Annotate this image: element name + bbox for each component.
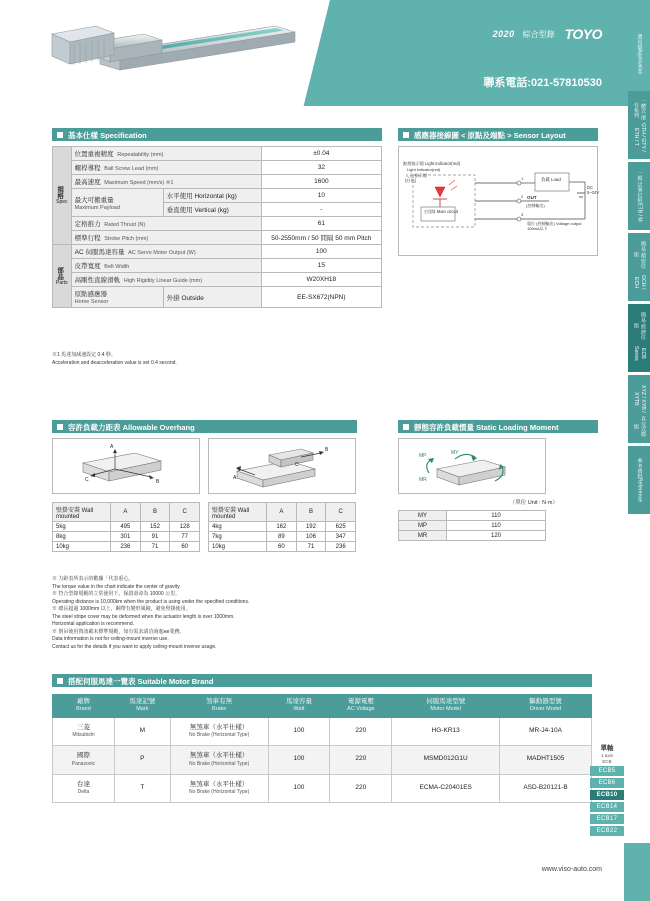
toyo-logo: TOYO <box>564 26 602 42</box>
cell-b: 71 <box>296 542 326 552</box>
spec-footnote <box>52 352 177 367</box>
column-header-brake: 煞車有無 Brake <box>170 695 268 718</box>
moment-axis: MP <box>399 521 447 531</box>
svg-text:2: 2 <box>521 194 524 199</box>
column-header-a: A <box>111 503 141 522</box>
svg-text:B: B <box>156 479 160 485</box>
column-header-c: C <box>170 503 200 522</box>
spec-label: 高剛性直線滑軌 High Rigidity Linear Guide (mm) <box>71 273 261 287</box>
group-label-cn: 部品 <box>56 266 64 280</box>
cell-a: 236 <box>111 542 141 552</box>
overhang-diagram-2 <box>208 438 356 494</box>
cell-b: 152 <box>140 522 170 532</box>
spec-label: 最高速度 Maximum Speed (mm/s) ※1 <box>71 175 261 189</box>
table-row <box>53 273 382 287</box>
spec-label: 最大可搬重量 Maximum Payload <box>71 189 163 217</box>
table-row <box>53 245 382 259</box>
spec-value: W20XH18 <box>261 273 381 287</box>
note-line: The torque value in the chart indicate the center of gravity. <box>52 583 181 590</box>
column-header-mount: 壁掛安裝 Wall mounted <box>209 503 267 522</box>
spec-sublabel: 垂直使用 Vertical (kg) <box>163 203 261 217</box>
ecb-item-ecb6[interactable]: ECB6 <box>590 778 624 788</box>
overhang-diagram-1 <box>52 438 200 494</box>
spec-sublabel: 水平使用 Horizontal (kg) <box>163 189 261 203</box>
sensor-label-out: OUT <box>527 195 537 200</box>
note-line: Contact us for the details if you want to apply ceiling-mount inverse usage. <box>52 643 217 650</box>
sensor-label-dc: DC 5~24V <box>587 185 600 196</box>
overhang-notes <box>52 576 382 651</box>
static-moment-unit: （單位 Unit : N·m） <box>509 500 558 506</box>
column-header-watt: 馬達容量 Watt <box>268 695 330 718</box>
spec-value: 100 <box>261 245 381 259</box>
sensor-label-voltage-output: 電位 (控制輸出) Voltage output 100mA以下 <box>527 221 582 232</box>
side-tab-label-cn: 一般 活塞位組 <box>636 170 643 203</box>
spec-value: EE-SX672(NPN) <box>261 287 381 308</box>
spec-group-parts <box>53 245 72 308</box>
spec-label: 定格推力 Rated Thrust (N) <box>71 217 261 231</box>
table-row <box>53 746 592 775</box>
column-header-b: B <box>140 503 170 522</box>
table-row <box>399 521 546 531</box>
header-title-group <box>493 26 602 42</box>
spec-footnote-en: Acceleration and deacceleration value is set 0.4 second. <box>52 359 177 366</box>
overhang-table-2 <box>208 502 356 552</box>
svg-text:1: 1 <box>521 176 524 181</box>
group-label-cn: 規格 <box>56 186 64 199</box>
table-row <box>399 531 546 541</box>
svg-text:3: 3 <box>521 212 524 217</box>
table-row <box>53 259 382 273</box>
static-moment-diagram <box>398 438 546 494</box>
svg-text:A: A <box>233 475 237 481</box>
table-row <box>399 511 546 521</box>
section-header-static-moment: 靜態容許負載慣量 Static Loading Moment <box>398 420 598 433</box>
cell-c: 236 <box>326 542 356 552</box>
ecb-title-en: 1 axis <box>601 753 613 759</box>
cell-brake: 無煞車（水平仕樣） No Brake (Horizontal Type) <box>170 717 268 746</box>
note-line: ※ 總長超過 1000mm 以上，鋼帶有變形風險，避免壁掛使用。 <box>52 606 191 612</box>
cell-mark: M <box>114 717 170 746</box>
sensor-label-main-circuit: 主回路 Main circuit <box>423 209 458 214</box>
svg-text:C: C <box>85 477 89 483</box>
table-row <box>53 147 382 161</box>
side-tab-gch[interactable] <box>628 233 650 301</box>
side-tab-label-cn: 一體式 滑台系列 <box>633 98 647 121</box>
moment-value: 110 <box>447 521 546 531</box>
cell-brand: 國際 Panasonic <box>53 746 115 775</box>
spec-value: - <box>261 203 381 217</box>
cell-b: 192 <box>296 522 326 532</box>
ecb-item-ecb5[interactable]: ECB5 <box>590 766 624 776</box>
section-header-allowable-overhang: 容許負載力距表 Allowable Overhang <box>52 420 357 433</box>
side-tab-label-cn: XYZ / XYB / XYTB <box>633 384 647 413</box>
table-row <box>53 717 592 746</box>
spec-value: 50-2550mm / 50 間隔 50 mm Pitch <box>261 231 381 245</box>
column-header-a: A <box>267 503 297 522</box>
moment-value: 110 <box>447 511 546 521</box>
note-line: ※ 力距表所表示的數據「代表重心。 <box>52 576 134 582</box>
group-label-en: Parts <box>56 279 68 286</box>
cell-driver-model: MR-J4-10A <box>500 717 592 746</box>
side-tab-rail[interactable] <box>628 20 650 517</box>
table-row <box>53 522 200 532</box>
spec-value: 32 <box>261 161 381 175</box>
table-row <box>53 175 382 189</box>
cell-motor-model: HG-KR13 <box>392 717 500 746</box>
side-tab-label-en: GCH / ECH <box>633 275 647 290</box>
spec-footnote-cn: ※1 馬達加減速設定 0.4 秒。 <box>52 352 116 358</box>
table-row <box>209 532 356 542</box>
side-tab-gth[interactable] <box>628 91 650 159</box>
table-row <box>53 231 382 245</box>
cell-b: 106 <box>296 532 326 542</box>
side-tab-ecb[interactable] <box>628 304 650 372</box>
table-row <box>53 774 592 803</box>
cell-weight: 10kg <box>209 542 267 552</box>
spec-label: 標準行程 Stroke Pitch (mm) <box>71 231 261 245</box>
moment-axis: MR <box>399 531 447 541</box>
spec-label: 位置重複精度 Repeatability (mm) <box>71 147 261 161</box>
side-tab-application[interactable] <box>628 20 650 88</box>
section-header-specification: 基本仕樣 Specification <box>52 128 382 141</box>
side-tab-label-en: Application <box>636 49 643 75</box>
side-tab-label-cn: 參考資料 <box>636 457 643 479</box>
note-line: The steel stripe cover may be deformed when the actuator length is over 1000mm. <box>52 613 235 620</box>
spec-value: 61 <box>261 217 381 231</box>
spec-value: 15 <box>261 259 381 273</box>
spec-value: ±0.04 <box>261 147 381 161</box>
ecb-title-cn: 單軸 <box>600 745 614 752</box>
side-tab-label-en: GTH / GTY / ETH / T <box>633 122 647 152</box>
column-header-b: B <box>296 503 326 522</box>
cell-brand: 台達 Delta <box>53 774 115 803</box>
side-tab-label-en: ECB Series <box>633 346 647 361</box>
cell-mark: P <box>114 746 170 775</box>
table-row <box>209 522 356 532</box>
cell-brake: 無煞車（水平仕樣） No Brake (Horizontal Type) <box>170 746 268 775</box>
spec-label: AC 伺服馬達容量 AC Servo Motor Output (W) <box>71 245 261 259</box>
spec-sublabel: 外掛 Outside <box>163 287 261 308</box>
cell-a: 162 <box>267 522 297 532</box>
cell-weight: 4kg <box>209 522 267 532</box>
section-header-sensor-layout: 感應器接線圖 < 原點及端點 > Sensor Layout <box>398 128 598 141</box>
moment-axis: MY <box>399 511 447 521</box>
motor-brand-table <box>52 694 592 803</box>
cell-c: 625 <box>326 522 356 532</box>
note-line: ※ 符合型錄規範的立常使用下，保證壽命為 10000 公里。 <box>52 591 181 597</box>
note-line: Horizontal application is recommend. <box>52 621 134 627</box>
svg-text:Light indicator(red): Light indicator(red) <box>407 167 441 172</box>
side-tab-label-en: 直交式模組 <box>633 415 647 437</box>
cell-voltage: 220 <box>330 774 392 803</box>
note-line: ※ 倒吊使用資訊載未標準規範，如有需求請洽詢進же業務。 <box>52 628 185 635</box>
sensor-label-out-note: (控制輸出) <box>526 203 545 208</box>
note-line: Operating distance is 10,000km when the product is using under the specified conditions. <box>52 598 250 605</box>
section-header-motor-brand: 搭配伺服馬達一覽表 Suitable Motor Brand <box>52 674 592 687</box>
spec-label: 皮帶寬度 Belt Width <box>71 259 261 273</box>
cell-watt: 100 <box>268 774 330 803</box>
column-header-motor-model: 伺服馬達型號 Motor Model <box>392 695 500 718</box>
table-header-row <box>53 695 592 718</box>
catalog-subtitle: 綜合型錄 <box>522 29 555 39</box>
side-tab-xyz[interactable] <box>628 375 650 443</box>
product-illustration <box>40 8 300 86</box>
cell-brake: 無煞車（水平仕樣） No Brake (Horizontal Type) <box>170 774 268 803</box>
svg-text:B: B <box>325 447 329 453</box>
ecb-item-ecb14[interactable]: ECB14 <box>590 802 624 812</box>
cell-weight: 8kg <box>53 532 111 542</box>
cell-mark: T <box>114 774 170 803</box>
cell-weight: 5kg <box>53 522 111 532</box>
side-tab-label-en: ETB / M <box>636 202 643 222</box>
sensor-label-load: 負載 Load <box>541 177 561 182</box>
table-row <box>53 542 200 552</box>
specification-table <box>52 146 382 308</box>
group-label-en: Spec <box>56 199 68 205</box>
sensor-diagram <box>398 146 598 256</box>
static-moment-table <box>398 510 546 541</box>
spec-label: 螺桿導程 Ball Screw Lead (mm) <box>71 161 261 175</box>
column-header-voltage: 電源電壓 AC Voltage <box>330 695 392 718</box>
overhang-table-1 <box>52 502 200 552</box>
side-tab-label-en: Reference <box>636 478 643 503</box>
cell-c: 347 <box>326 532 356 542</box>
cell-driver-model: ASD-B20121-B <box>500 774 592 803</box>
cell-watt: 100 <box>268 717 330 746</box>
cell-voltage: 220 <box>330 746 392 775</box>
table-header-row <box>209 503 356 522</box>
svg-text:MR: MR <box>419 477 427 483</box>
contact-phone: 聯系電話:021-57810530 <box>483 77 602 89</box>
ecb-item-ecb22[interactable]: ECB22 <box>590 826 624 836</box>
table-header-row <box>53 503 200 522</box>
cell-a: 89 <box>267 532 297 542</box>
table-row <box>53 217 382 231</box>
sensor-label-brown: 入光 指示燈 (紅色) <box>405 173 428 184</box>
cell-a: 495 <box>111 522 141 532</box>
cell-voltage: 220 <box>330 717 392 746</box>
cell-weight: 7kg <box>209 532 267 542</box>
catalog-year: 2020 <box>492 29 515 39</box>
column-header-mark: 馬達記號 Mark <box>114 695 170 718</box>
side-tab-reference[interactable] <box>628 446 650 514</box>
note-line: Data information is not for ceiling-mount inverse use. <box>52 636 169 642</box>
side-tab-label-cn: 簡易‧精密位組 <box>633 240 647 269</box>
cell-weight: 10kg <box>53 542 111 552</box>
spec-group-spec <box>53 147 72 245</box>
footer-website-url[interactable]: www.viso-auto.com <box>541 866 602 873</box>
ecb-model-list[interactable] <box>590 745 624 836</box>
cell-driver-model: MADHT1505 <box>500 746 592 775</box>
column-header-c: C <box>326 503 356 522</box>
cell-brand: 三菱 Mitsubishi <box>53 717 115 746</box>
side-tab-label-cn: 簡易‧經濟位組 <box>633 311 647 340</box>
cell-b: 91 <box>140 532 170 542</box>
table-row <box>53 189 382 203</box>
column-header-driver-model: 驅動器型號 Driver Model <box>500 695 592 718</box>
cell-a: 60 <box>267 542 297 552</box>
svg-text:C: C <box>295 462 299 468</box>
footer-corner-accent <box>624 843 650 901</box>
column-header-mount: 壁掛安裝 Wall mounted <box>53 503 111 522</box>
cell-c: 128 <box>170 522 200 532</box>
cell-c: 77 <box>170 532 200 542</box>
cell-watt: 100 <box>268 746 330 775</box>
sensor-label-indicator: 點燈指示燈 Light indicator(red) <box>403 161 461 166</box>
cell-c: 60 <box>170 542 200 552</box>
ecb-item-ecb10[interactable]: ECB10 <box>590 790 624 800</box>
moment-value: 120 <box>447 531 546 541</box>
table-row <box>53 161 382 175</box>
table-row <box>53 287 382 308</box>
svg-text:A: A <box>110 444 114 450</box>
cell-motor-model: MSMD012G1U <box>392 746 500 775</box>
table-row <box>53 532 200 542</box>
svg-text:MY: MY <box>451 450 459 456</box>
spec-label: 原點感應器 Home Sensor <box>71 287 163 308</box>
cell-a: 301 <box>111 532 141 542</box>
ecb-list-title <box>590 745 624 764</box>
side-tab-etb[interactable] <box>628 162 650 230</box>
ecb-title-code: ECB <box>602 758 612 764</box>
ecb-item-ecb17[interactable]: ECB17 <box>590 814 624 824</box>
svg-text:MP: MP <box>419 453 427 459</box>
table-row <box>209 542 356 552</box>
cell-b: 71 <box>140 542 170 552</box>
column-header-brand: 廠牌 Brand <box>53 695 115 718</box>
side-tab-label-cn: 選用篇 <box>636 33 643 50</box>
spec-value: 10 <box>261 189 381 203</box>
cell-motor-model: ECMA-C20401ES <box>392 774 500 803</box>
spec-value: 1600 <box>261 175 381 189</box>
